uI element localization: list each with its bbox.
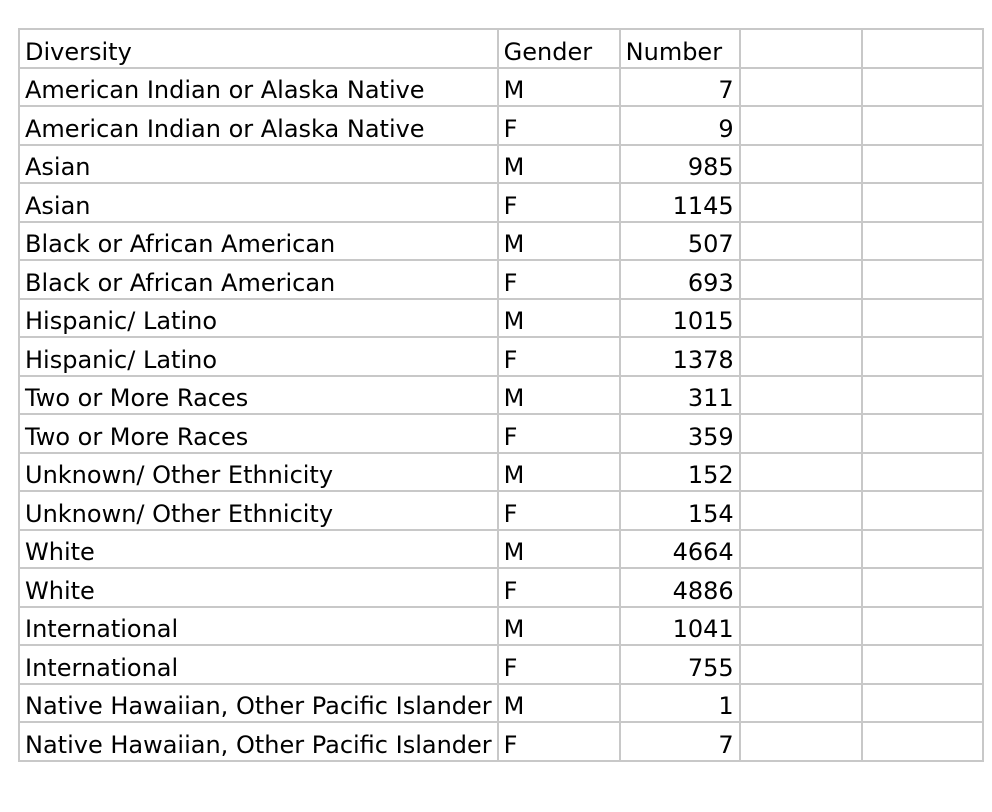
cell-gender[interactable]: F	[498, 568, 620, 607]
cell-empty-d[interactable]	[740, 568, 862, 607]
cell-empty-e[interactable]	[862, 145, 983, 184]
cell-number[interactable]: 1	[620, 684, 740, 723]
cell-diversity[interactable]: Black or African American	[19, 222, 498, 261]
cell-diversity[interactable]: Asian	[19, 183, 498, 222]
header-cell-empty-d[interactable]	[740, 29, 862, 68]
table-row	[19, 260, 983, 299]
cell-diversity[interactable]: Hispanic/ Latino	[19, 299, 498, 338]
cell-number[interactable]: 755	[620, 645, 740, 684]
header-cell-number[interactable]: Number	[620, 29, 740, 68]
cell-gender[interactable]: F	[498, 183, 620, 222]
cell-gender[interactable]: M	[498, 222, 620, 261]
table-row	[19, 414, 983, 453]
table-row	[19, 530, 983, 569]
cell-gender[interactable]: M	[498, 453, 620, 492]
table-row	[19, 568, 983, 607]
cell-gender[interactable]: M	[498, 376, 620, 415]
cell-empty-d[interactable]	[740, 414, 862, 453]
cell-empty-d[interactable]	[740, 183, 862, 222]
cell-number[interactable]: 1015	[620, 299, 740, 338]
cell-number[interactable]: 311	[620, 376, 740, 415]
cell-number[interactable]: 1378	[620, 337, 740, 376]
cell-empty-d[interactable]	[740, 68, 862, 107]
cell-number[interactable]: 359	[620, 414, 740, 453]
cell-diversity[interactable]: Unknown/ Other Ethnicity	[19, 453, 498, 492]
cell-empty-d[interactable]	[740, 530, 862, 569]
cell-number[interactable]: 1145	[620, 183, 740, 222]
spreadsheet-table	[18, 28, 984, 762]
cell-gender[interactable]: M	[498, 145, 620, 184]
table-row	[19, 491, 983, 530]
cell-diversity[interactable]: Unknown/ Other Ethnicity	[19, 491, 498, 530]
cell-diversity[interactable]: International	[19, 645, 498, 684]
cell-empty-d[interactable]	[740, 684, 862, 723]
table-row	[19, 299, 983, 338]
cell-gender[interactable]: F	[498, 645, 620, 684]
cell-empty-e[interactable]	[862, 607, 983, 646]
table-row	[19, 376, 983, 415]
cell-diversity[interactable]: Native Hawaiian, Other Pacific Islander	[19, 684, 498, 723]
cell-empty-e[interactable]	[862, 414, 983, 453]
cell-number[interactable]: 693	[620, 260, 740, 299]
cell-diversity[interactable]: White	[19, 568, 498, 607]
cell-number[interactable]: 4886	[620, 568, 740, 607]
cell-number[interactable]: 4664	[620, 530, 740, 569]
cell-empty-e[interactable]	[862, 260, 983, 299]
cell-empty-e[interactable]	[862, 684, 983, 723]
cell-diversity[interactable]: Asian	[19, 145, 498, 184]
cell-empty-e[interactable]	[862, 568, 983, 607]
cell-empty-e[interactable]	[862, 106, 983, 145]
cell-empty-d[interactable]	[740, 106, 862, 145]
cell-empty-d[interactable]	[740, 222, 862, 261]
cell-gender[interactable]: M	[498, 299, 620, 338]
cell-diversity[interactable]: Native Hawaiian, Other Pacific Islander	[19, 722, 498, 761]
cell-empty-e[interactable]	[862, 68, 983, 107]
header-cell-diversity[interactable]: Diversity	[19, 29, 498, 68]
cell-empty-d[interactable]	[740, 299, 862, 338]
cell-diversity[interactable]: International	[19, 607, 498, 646]
cell-empty-e[interactable]	[862, 453, 983, 492]
cell-number[interactable]: 507	[620, 222, 740, 261]
table-row	[19, 453, 983, 492]
cell-empty-e[interactable]	[862, 530, 983, 569]
cell-empty-d[interactable]	[740, 491, 862, 530]
cell-gender[interactable]: F	[498, 337, 620, 376]
cell-gender[interactable]: F	[498, 106, 620, 145]
table-row	[19, 337, 983, 376]
table-row	[19, 722, 983, 761]
cell-number[interactable]: 985	[620, 145, 740, 184]
cell-empty-d[interactable]	[740, 260, 862, 299]
cell-empty-e[interactable]	[862, 299, 983, 338]
cell-gender[interactable]: F	[498, 722, 620, 761]
cell-gender[interactable]: F	[498, 414, 620, 453]
cell-gender[interactable]: F	[498, 491, 620, 530]
cell-diversity[interactable]: American Indian or Alaska Native	[19, 106, 498, 145]
cell-number[interactable]: 1041	[620, 607, 740, 646]
cell-diversity[interactable]: White	[19, 530, 498, 569]
cell-diversity[interactable]: American Indian or Alaska Native	[19, 68, 498, 107]
cell-empty-e[interactable]	[862, 222, 983, 261]
header-cell-empty-e[interactable]	[862, 29, 983, 68]
cell-gender[interactable]: F	[498, 260, 620, 299]
table-row	[19, 145, 983, 184]
table-row	[19, 222, 983, 261]
header-cell-gender[interactable]: Gender	[498, 29, 620, 68]
cell-empty-e[interactable]	[862, 491, 983, 530]
cell-diversity[interactable]: Hispanic/ Latino	[19, 337, 498, 376]
cell-empty-e[interactable]	[862, 722, 983, 761]
cell-number[interactable]: 154	[620, 491, 740, 530]
cell-empty-d[interactable]	[740, 722, 862, 761]
cell-number[interactable]: 7	[620, 68, 740, 107]
cell-empty-e[interactable]	[862, 337, 983, 376]
cell-gender[interactable]: M	[498, 530, 620, 569]
header-row	[19, 29, 983, 68]
table-row	[19, 183, 983, 222]
table-row	[19, 106, 983, 145]
cell-empty-d[interactable]	[740, 337, 862, 376]
cell-empty-d[interactable]	[740, 645, 862, 684]
cell-empty-d[interactable]	[740, 145, 862, 184]
cell-number[interactable]: 152	[620, 453, 740, 492]
cell-gender[interactable]: M	[498, 684, 620, 723]
table-row	[19, 68, 983, 107]
cell-diversity[interactable]: Two or More Races	[19, 414, 498, 453]
cell-number[interactable]: 7	[620, 722, 740, 761]
cell-diversity[interactable]: Black or African American	[19, 260, 498, 299]
cell-empty-d[interactable]	[740, 376, 862, 415]
cell-gender[interactable]: M	[498, 607, 620, 646]
cell-empty-e[interactable]	[862, 376, 983, 415]
table-row	[19, 607, 983, 646]
table-row	[19, 645, 983, 684]
cell-empty-d[interactable]	[740, 453, 862, 492]
table-row	[19, 684, 983, 723]
cell-empty-e[interactable]	[862, 183, 983, 222]
cell-empty-d[interactable]	[740, 607, 862, 646]
cell-empty-e[interactable]	[862, 645, 983, 684]
cell-number[interactable]: 9	[620, 106, 740, 145]
cell-diversity[interactable]: Two or More Races	[19, 376, 498, 415]
cell-gender[interactable]: M	[498, 68, 620, 107]
